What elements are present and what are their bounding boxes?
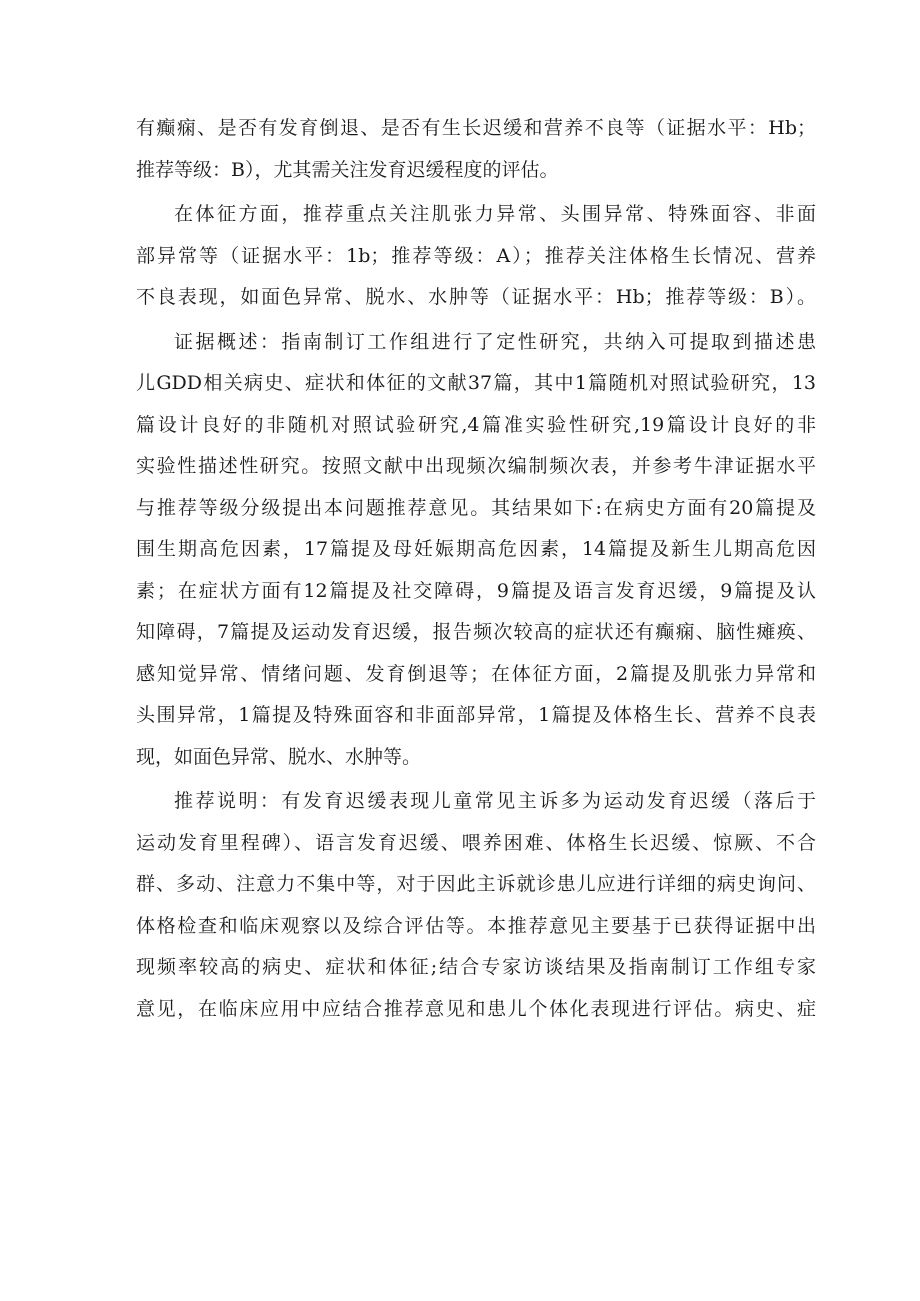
text-line: 头围异常，1篇提及特殊面容和非面部异常，1篇提及体格生长、营养不良表 <box>136 704 816 726</box>
text-line: 现频率较高的病史、症状和体征;结合专家访谈结果及指南制订工作组专家 <box>136 956 816 978</box>
text-line: 推荐说明：有发育迟缓表现儿童常见主诉多为运动发育迟缓（落后于 <box>174 790 816 812</box>
text-line: 推荐等级：B），尤其需关注发育迟缓程度的评估。 <box>136 158 559 181</box>
text-line: 不良表现，如面色异常、脱水、水肿等（证据水平：Hb；推荐等级：B）。 <box>136 286 816 308</box>
text-line: 素；在症状方面有12篇提及社交障碍，9篇提及语言发育迟缓，9篇提及认 <box>136 579 816 602</box>
text-line: 在体征方面，推荐重点关注肌张力异常、头围异常、特殊面容、非面 <box>174 203 816 225</box>
text-line: 儿GDD相关病史、症状和体征的文献37篇，其中1篇随机对照试验研究，13 <box>136 372 816 394</box>
paragraph-history-continued <box>136 108 816 191</box>
text-line: 与推荐等级分级提出本问题推荐意见。其结果如下:在病史方面有20篇提及 <box>136 496 816 519</box>
text-line: 意见，在临床应用中应结合推荐意见和患儿个体化表现进行评估。病史、症 <box>136 997 816 1020</box>
text-line: 群、多动、注意力不集中等，对于因此主诉就诊患儿应进行详细的病史询问、 <box>136 873 816 895</box>
paragraph-evidence-summary <box>136 322 816 779</box>
text-line: 运动发育里程碑）、语言发育迟缓、喂养困难、体格生长迟缓、惊厥、不合 <box>136 831 816 854</box>
body-text <box>136 108 816 1030</box>
text-line: 有癫痫、是否有发育倒退、是否有生长迟缓和营养不良等（证据水平：Hb； <box>136 117 816 139</box>
text-line: 实验性描述性研究。按照文献中出现频次编制频次表，并参考牛津证据水平 <box>136 455 816 477</box>
paragraph-recommendation-notes <box>136 781 816 1030</box>
text-line: 体格检查和临床观察以及综合评估等。本推荐意见主要基于已获得证据中出 <box>136 914 816 937</box>
text-line: 部异常等（证据水平：1b；推荐等级：A）；推荐关注体格生长情况、营养 <box>136 244 816 267</box>
text-line: 知障碍，7篇提及运动发育迟缓，报告频次较高的症状还有癫痫、脑性瘫痪、 <box>136 621 816 643</box>
text-line: 篇设计良好的非随机对照试验研究,4篇准实验性研究,19篇设计良好的非 <box>136 413 816 436</box>
text-line: 现，如面色异常、脱水、水肿等。 <box>136 745 422 768</box>
text-line: 感知觉异常、情绪问题、发育倒退等；在体征方面，2篇提及肌张力异常和 <box>136 662 816 685</box>
paragraph-signs <box>136 194 816 319</box>
text-line: 证据概述：指南制订工作组进行了定性研究，共纳入可提取到描述患 <box>174 330 816 353</box>
text-line: 围生期高危因素，17篇提及母妊娠期高危因素，14篇提及新生儿期高危因 <box>136 538 816 560</box>
